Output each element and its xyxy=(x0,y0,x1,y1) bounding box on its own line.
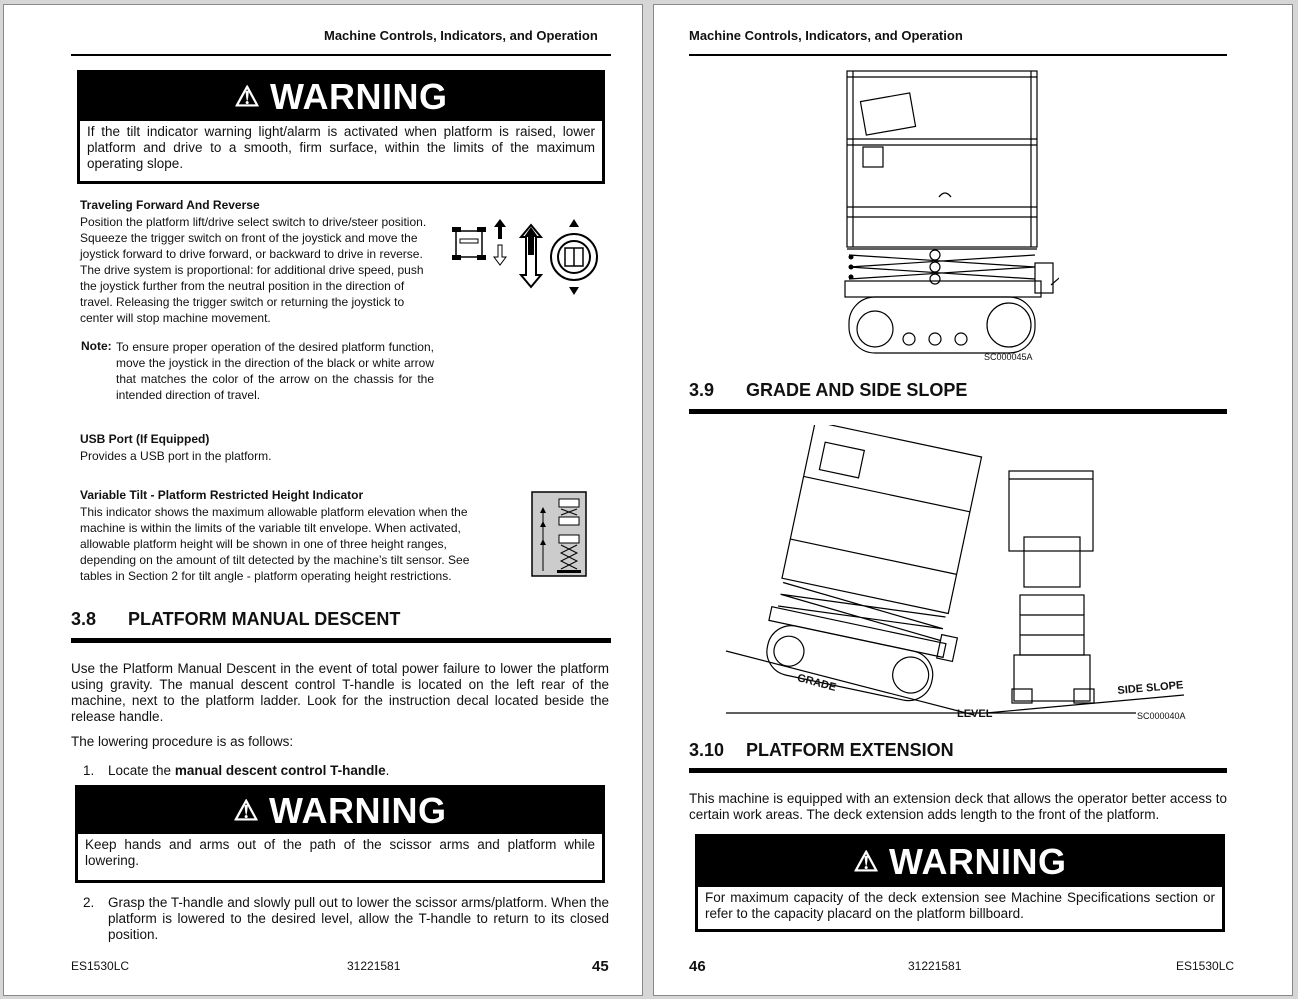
section-title: PLATFORM EXTENSION xyxy=(746,740,954,760)
footer-doc-number: 31221581 xyxy=(908,959,962,973)
usb-title: USB Port (If Equipped) xyxy=(80,432,210,446)
warning-title: ⚠ WARNING xyxy=(698,837,1222,887)
tilt-text: This indicator shows the maximum allowable platform elevation when the machine is within the limits of the variable tilt envelope. When activated, allowable platform height will be shown in one of three height ranges, depending on the amount of tilt detected by the machine’s tilt sensor. See tables in Section 2 for tilt angle - platform operating height restrictions. xyxy=(80,505,470,583)
warning-text: Keep hands and arms out of the path of the scissor arms and platform while lowering. xyxy=(85,837,595,868)
section-title: PLATFORM MANUAL DESCENT xyxy=(128,609,401,629)
step-number: 2. xyxy=(83,895,95,910)
warning-box xyxy=(695,834,1225,932)
warning-text: If the tilt indicator warning light/alarm is activated when platform is raised, lower platform and drive to a smooth, firm surface, within the limits of the maximum operating slope. xyxy=(87,124,595,171)
footer-model: ES1530LC xyxy=(71,959,130,973)
footer-doc-number: 31221581 xyxy=(347,959,401,973)
step-text: Locate the manual descent control T-handle. xyxy=(108,763,390,778)
drive-direction-icon xyxy=(450,217,600,295)
footer-model: ES1530LC xyxy=(1176,959,1235,973)
warning-title: ⚠ WARNING xyxy=(80,73,602,121)
warning-box xyxy=(77,70,605,184)
header-rule xyxy=(689,54,1227,56)
page-header: Machine Controls, Indicators, and Operation xyxy=(689,28,963,43)
traveling-title: Traveling Forward And Reverse xyxy=(80,198,260,212)
section-rule xyxy=(71,638,611,643)
page-number: 46 xyxy=(689,958,706,975)
lowering-intro: The lowering procedure is as follows: xyxy=(71,734,294,749)
tilt-title: Variable Tilt - Platform Restricted Height Indicator xyxy=(80,488,364,502)
section-number: 3.9 xyxy=(689,380,715,400)
warning-title: ⚠ WARNING xyxy=(78,788,602,834)
section-title: GRADE AND SIDE SLOPE xyxy=(746,380,968,400)
page-number: 45 xyxy=(592,958,609,975)
grade-label: GRADE xyxy=(795,672,838,694)
note-text: To ensure proper operation of the desired platform function, move the joystick in the direction of the black or white arrow that matches the color of the arrow on the chassis for the intended direction of travel. xyxy=(116,340,434,402)
figure-code: SC000040A xyxy=(1137,711,1186,721)
warning-text: For maximum capacity of the deck extension see Machine Specifications section or refer to the capacity placard on the platform billboard. xyxy=(705,890,1215,921)
right-page xyxy=(653,4,1293,996)
header-rule xyxy=(71,54,611,56)
section-number: 3.10 xyxy=(689,740,725,760)
machine-side-view-figure xyxy=(839,67,1059,367)
step-number: 1. xyxy=(83,763,95,778)
page-header: Machine Controls, Indicators, and Operation xyxy=(324,28,598,43)
note-label: Note: xyxy=(81,339,112,353)
section-number: 3.8 xyxy=(71,609,97,629)
warning-triangle-icon: ⚠ xyxy=(853,846,880,877)
section-rule xyxy=(689,768,1227,773)
warning-box xyxy=(75,785,605,883)
warning-triangle-icon: ⚠ xyxy=(234,81,261,112)
warning-triangle-icon: ⚠ xyxy=(233,795,260,826)
usb-text: Provides a USB port in the platform. xyxy=(80,449,272,463)
tilt-indicator-icon xyxy=(531,491,587,577)
section-rule xyxy=(689,409,1227,414)
level-label: LEVEL xyxy=(957,708,993,720)
step-text: Grasp the T-handle and slowly pull out to lower the scissor arms/platform. When the platform is lowered to the desired level, allow the T-handle to return to its closed position. xyxy=(108,895,609,942)
figure-code: SC000045A xyxy=(984,352,1033,362)
side-slope-label: SIDE SLOPE xyxy=(1117,679,1184,697)
traveling-text: Position the platform lift/drive select switch to drive/steer position. Squeeze the trigger switch on front of the joystick and move the joystick forward to drive forward, or backward to drive in reverse. The drive system is proportional: for additional drive speed, push the joystick further from the neutral position in the direction of travel. Releasing the trigger switch or returning the joystick to center will stop machine movement. xyxy=(80,215,427,325)
left-page xyxy=(3,4,643,996)
extension-paragraph: This machine is equipped with an extension deck that allows the operator better access to certain work areas. The deck extension adds length to the front of the platform. xyxy=(689,791,1227,822)
descent-paragraph: Use the Platform Manual Descent in the event of total power failure to lower the platform using gravity. The manual descent control T-handle is located on the left rear of the machine, next to the platform ladder. Look for the instruction decal located beside the release handle. xyxy=(71,661,609,724)
